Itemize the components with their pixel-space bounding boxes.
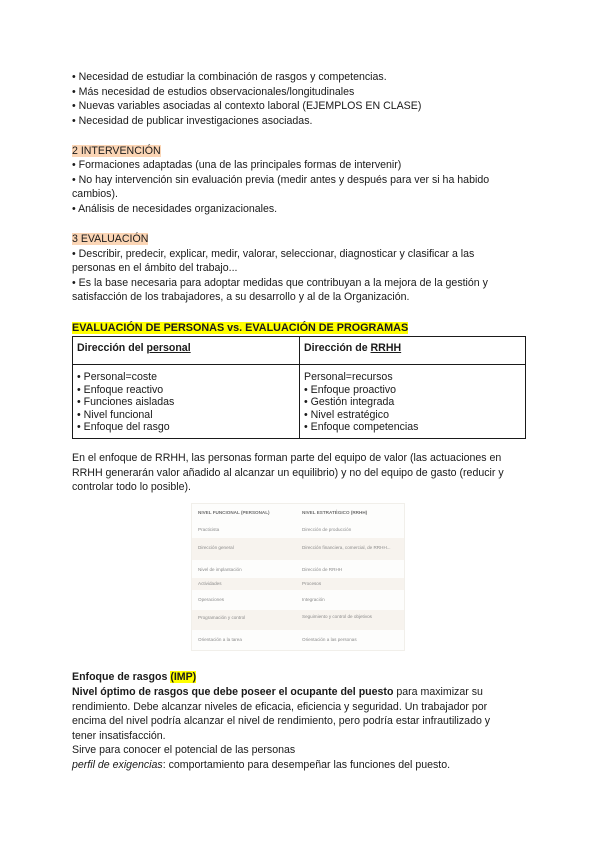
rasgos-line-4: Sirve para conocer el potencial de las personas [72, 744, 296, 756]
rasgos-profile-line [72, 758, 450, 772]
rasgos-heading-tag: (IMP) [170, 671, 197, 683]
comparison-body-row [73, 365, 526, 439]
rrhh-line-3: controlar todo lo posible). [72, 481, 191, 493]
embedded-row [192, 578, 404, 590]
left-item: • Personal=coste [77, 371, 157, 383]
embedded-cell: Dirección de producción [302, 527, 352, 532]
embedded-row [192, 510, 404, 520]
section2-heading: 2 INTERVENCIÓN [72, 145, 161, 157]
embedded-row [192, 610, 404, 630]
comparison-table [72, 336, 526, 439]
embedded-row [192, 538, 404, 560]
left-item: • Nivel funcional [77, 408, 153, 421]
rasgos-line-1: rendimiento. Debe alcanzar niveles de eficacia, eficiencia y seguridad. Un trabajador por [72, 701, 488, 713]
left-header-cell [73, 337, 300, 365]
section2-line-3: cambios). [72, 188, 118, 200]
right-item: • Enfoque competencias [304, 421, 419, 434]
embedded-cell: Procesos [302, 581, 322, 586]
embedded-cell: Integración [302, 597, 325, 602]
section3-heading-line [72, 232, 148, 246]
left-item: • Enfoque del rasgo [77, 421, 170, 434]
embedded-cell: Practicista [198, 527, 220, 532]
rasgos-italic-rest: : comportamiento para desempeñar las funciones del puesto. [162, 759, 451, 771]
embedded-cell: Dirección de RRHH [302, 567, 343, 572]
embedded-row [192, 634, 404, 646]
right-header-prefix: Dirección de [304, 342, 371, 354]
comparison-title-line [72, 321, 408, 335]
rasgos-lead-line [72, 685, 483, 699]
rasgos-lead-rest: para maximizar su [393, 686, 483, 698]
rrhh-line-2: RRHH generarán valor añadido al alcanzar un equilibrio) y no del equipo de gasto (reducir y [72, 467, 504, 479]
rasgos-italic-term: perfil de exigencias [72, 759, 163, 771]
embedded-cell: Actividades [198, 581, 222, 586]
left-items-cell [73, 365, 300, 439]
embedded-table-image [192, 504, 404, 650]
right-item: • Gestión integrada [304, 396, 395, 409]
left-header-prefix: Dirección del [77, 342, 147, 354]
rrhh-line-1: En el enfoque de RRHH, las personas forman parte del equipo de valor (las actuaciones en [72, 452, 502, 464]
section3-line-2: personas en el ámbito del trabajo... [72, 262, 238, 274]
right-header-underlined: RRHH [370, 342, 402, 354]
embedded-cell: Nivel de implantación [198, 567, 242, 572]
embedded-row [192, 564, 404, 576]
embedded-cell: Orientación a la tarea [198, 637, 242, 642]
section3-line-4: satisfacción de los trabajadores, a su desarrollo y al de la Organización. [72, 291, 410, 303]
right-header-cell [300, 337, 526, 365]
left-item: • Funciones aisladas [77, 396, 175, 409]
embedded-cell: Dirección financiera, comercial, de RRHH... [302, 545, 391, 550]
right-item: • Enfoque proactivo [304, 383, 397, 396]
right-item: • Nivel estratégico [304, 408, 389, 421]
left-item: • Enfoque reactivo [77, 383, 164, 396]
embedded-cell: Seguimiento y control de objetivos [302, 614, 372, 619]
embedded-cell: NIVEL FUNCIONAL (PERSONAL) [198, 510, 270, 515]
top-bullet-2: • Más necesidad de estudios observacionales/longitudinales [72, 86, 355, 98]
rasgos-heading-line [72, 670, 196, 684]
section3-heading: 3 EVALUACIÓN [72, 233, 149, 245]
embedded-cell: NIVEL ESTRATÉGICO (RRHH) [302, 510, 368, 515]
section3-line-3: • Es la base necesaria para adoptar medidas que contribuyan a la mejora de la gestión y [72, 277, 488, 289]
rasgos-bold-lead: Nivel óptimo de rasgos que debe poseer el ocupante del puesto [72, 686, 394, 698]
section3-line-1: • Describir, predecir, explicar, medir, valorar, seleccionar, diagnosticar y clasificar a las [72, 248, 475, 260]
right-items-cell [300, 365, 526, 439]
section2-heading-line [72, 144, 161, 158]
top-bullet-4: • Necesidad de publicar investigaciones asociadas. [72, 115, 313, 127]
rasgos-line-3: tener insatisfacción. [72, 730, 166, 742]
top-bullet-1: • Necesidad de estudiar la combinación de rasgos y competencias. [72, 71, 387, 83]
comparison-header-row [73, 337, 526, 365]
embedded-cell: Orientación a las personas [302, 637, 357, 642]
comparison-title: EVALUACIÓN DE PERSONAS vs. EVALUACIÓN DE PROGRAMAS [72, 322, 409, 334]
section2-line-4: • Análisis de necesidades organizacionales. [72, 203, 278, 215]
embedded-row [192, 524, 404, 536]
rasgos-heading: Enfoque de rasgos [72, 671, 171, 683]
section2-line-2: • No hay intervención sin evaluación previa (medir antes y después para ver si ha habido [72, 174, 490, 186]
section2-line-1: • Formaciones adaptadas (una de las principales formas de intervenir) [72, 159, 402, 171]
top-bullet-3: • Nuevas variables asociadas al contexto laboral (EJEMPLOS EN CLASE) [72, 100, 422, 112]
right-item: Personal=recursos [304, 371, 393, 383]
embedded-cell: Programación y control [198, 615, 246, 620]
embedded-cell: Operaciones [198, 597, 225, 602]
left-header-underlined: personal [146, 342, 191, 354]
embedded-row [192, 594, 404, 606]
embedded-cell: Dirección general [198, 545, 234, 550]
rasgos-line-2: encima del nivel podría alcanzar el nivel de rendimiento, pero podría estar infrautilizado y [72, 715, 491, 727]
